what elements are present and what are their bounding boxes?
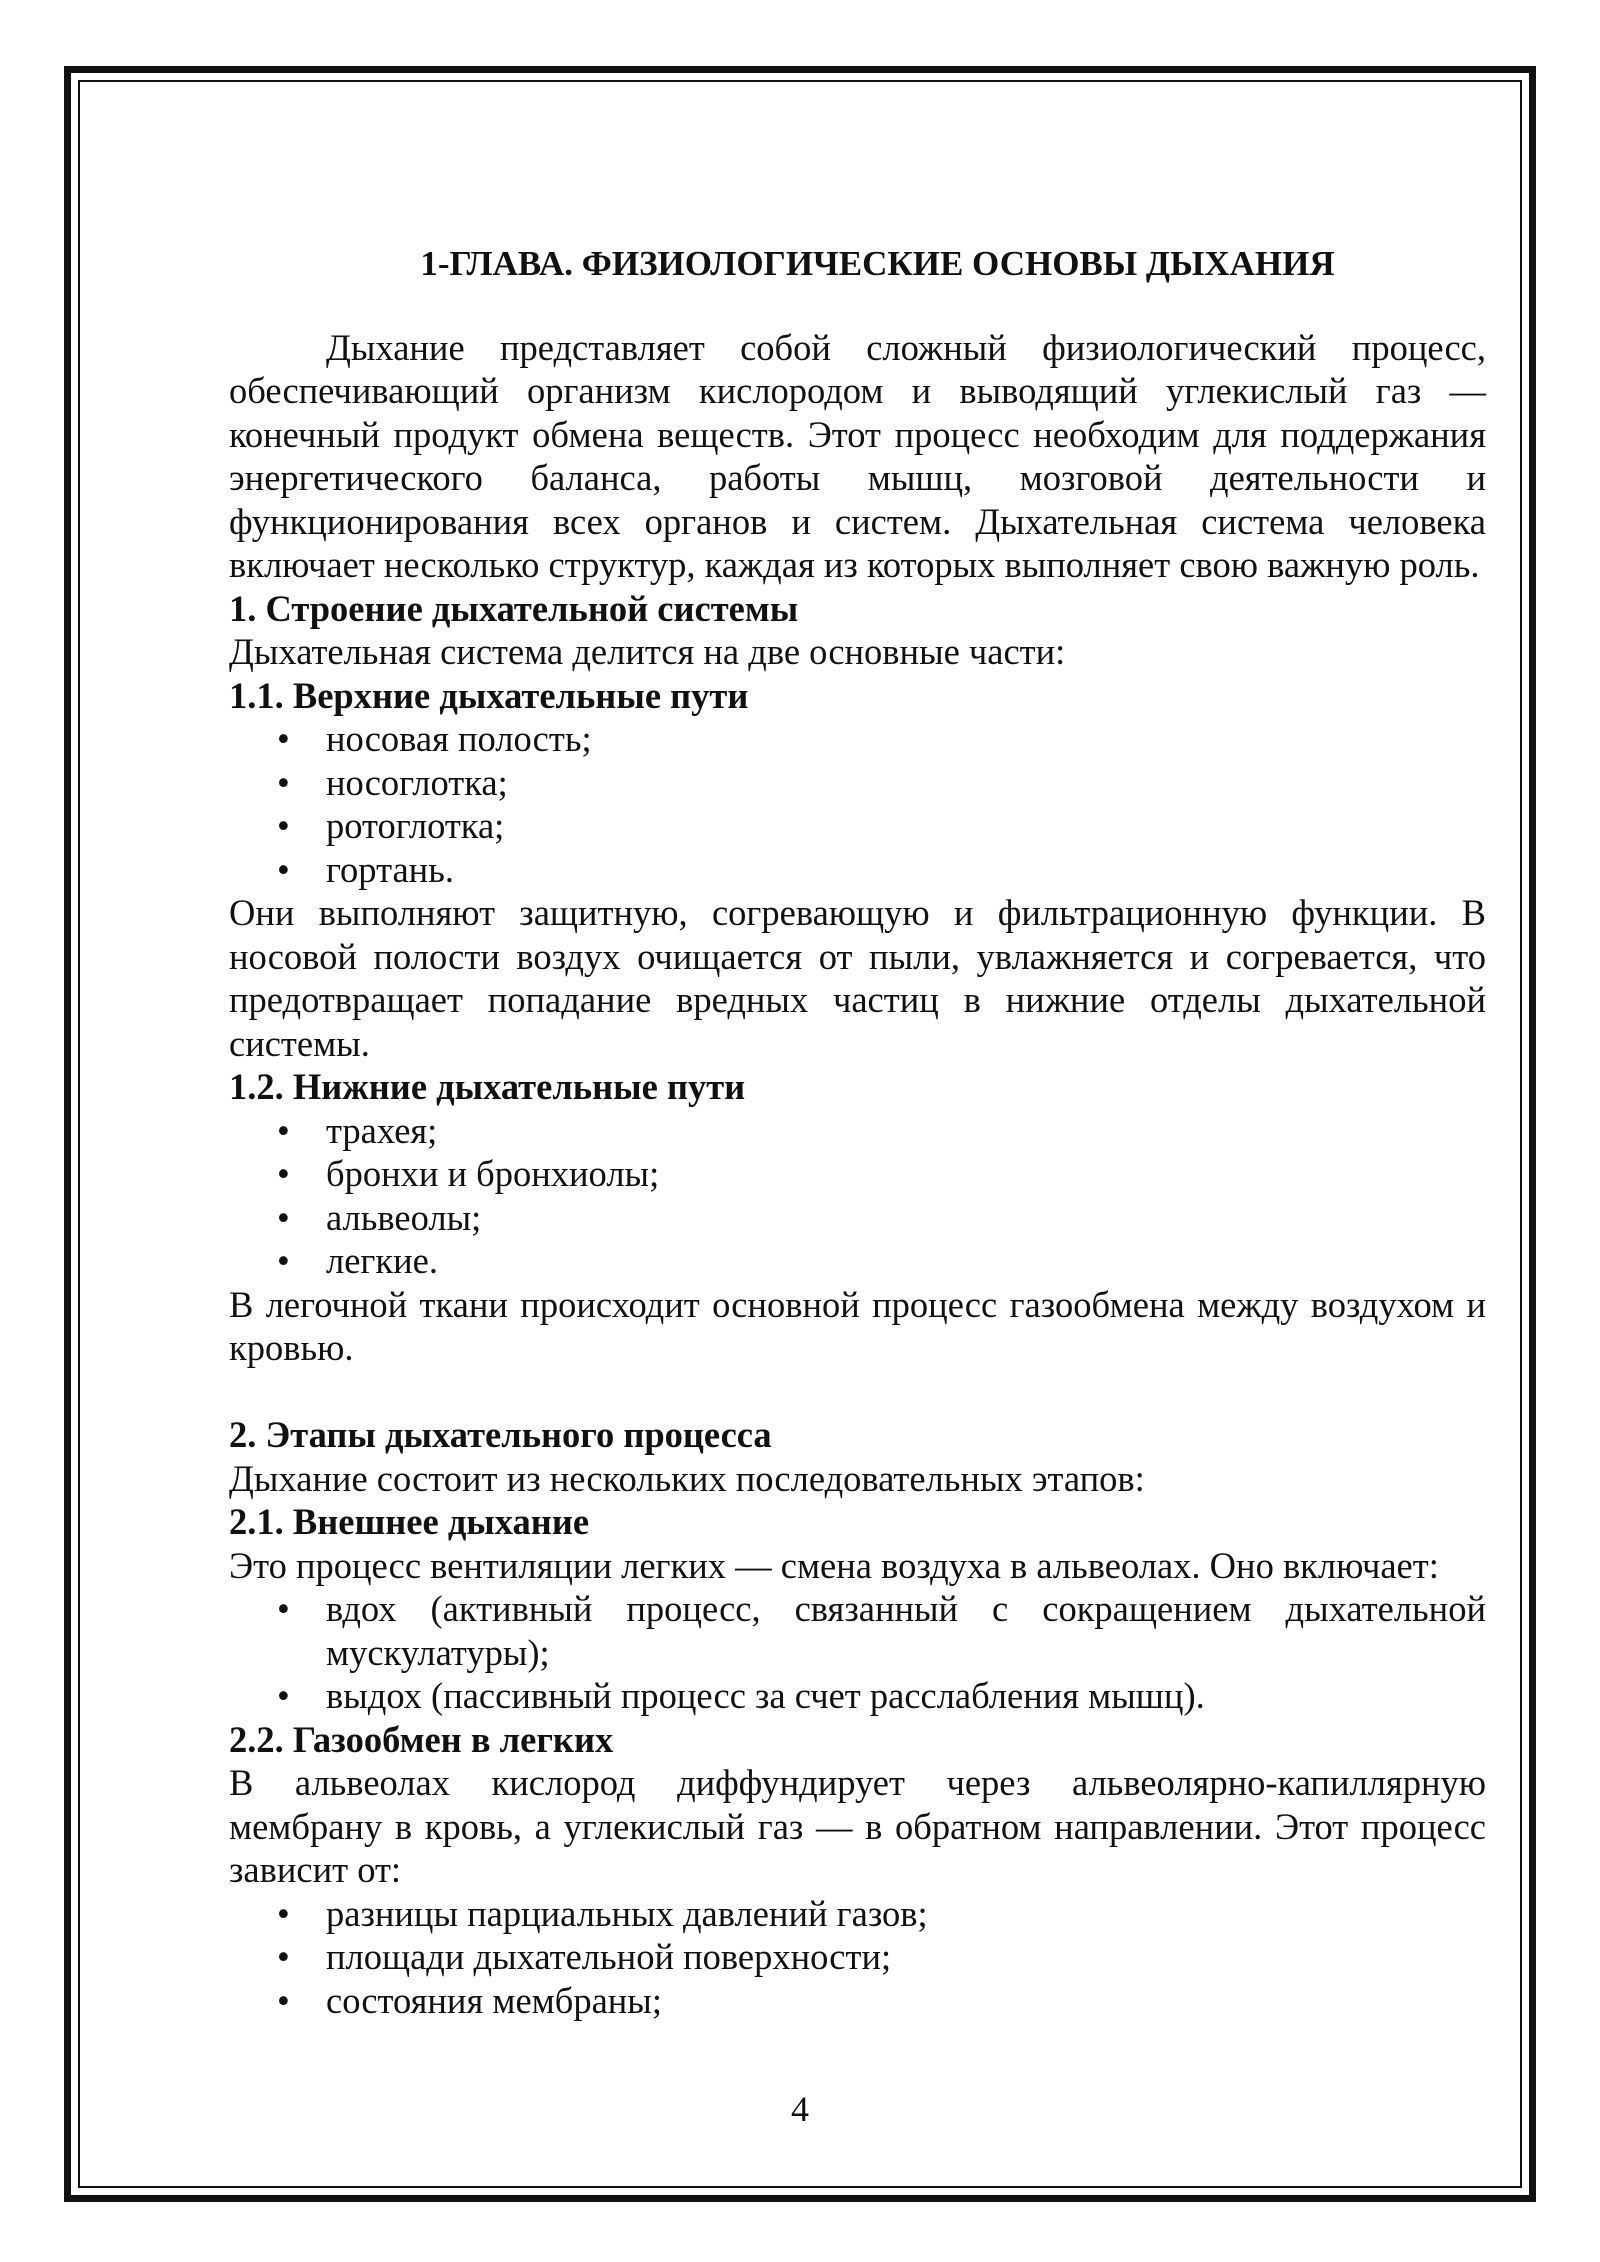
page-number: 4: [791, 2089, 809, 2129]
bullet-icon: •: [277, 761, 290, 803]
chapter-title: 1-ГЛАВА. ФИЗИОЛОГИЧЕСКИЕ ОСНОВЫ ДЫХАНИЯ: [420, 244, 1335, 283]
section-2-1-text: Это процесс вентиляции легких — смена воздуха в альвеолах. Оно включает:: [229, 1544, 1439, 1586]
section-1-1-text: Они выполняют защитную, согревающую и фильтрационную функции. В носовой полости воздух очищается от пыли, увлажняется и согревается, что предотвращает попадание вредных частиц в нижние отделы дыхательной системы.: [229, 892, 1486, 1064]
list-item: • легкие.: [277, 1240, 438, 1281]
list-item: • гортань.: [277, 848, 454, 890]
bullet-icon: •: [277, 1675, 290, 1716]
list-item: • трахея;: [277, 1109, 438, 1151]
list-item: • носовая полость;: [277, 718, 592, 759]
paragraph-gap: [229, 1370, 1486, 1414]
section-1-2-text: В легочной ткани происходит основной процесс газообмена между воздухом и кровью.: [229, 1283, 1486, 1368]
upper-airways-list: [229, 717, 1486, 891]
section-2-text: Дыхание состоит из нескольких последовательных этапов:: [229, 1457, 1145, 1499]
bullet-icon: •: [277, 1153, 290, 1194]
intro-paragraph: Дыхание представляет собой сложный физиологический процесс, обеспечивающий организм кислородом и выводящий углекислый газ — конечный продукт обмена веществ. Этот процесс необходим для поддержания энергетического баланса, работы мышц, мозговой деятельности и функционирования всех органов и систем. Дыхательная система человека включает несколько структур, каждая из которых выполняет свою важную роль.: [229, 326, 1486, 585]
section-1-2-heading: 1.2. Нижние дыхательные пути: [229, 1066, 746, 1107]
section-2-heading: 2. Этапы дыхательного процесса: [229, 1414, 772, 1455]
bullet-icon: •: [277, 1936, 290, 1977]
bullet-icon: •: [277, 718, 290, 759]
document-body: [229, 242, 1486, 2022]
external-breathing-list: [229, 1587, 1486, 1718]
section-1-heading: 1. Строение дыхательной системы: [229, 587, 799, 629]
list-item: • носоглотка;: [277, 761, 508, 803]
bullet-icon: •: [277, 1892, 290, 1934]
lower-airways-list: [229, 1109, 1486, 1283]
list-item: • вдох (активный процесс, связанный с сокращением дыхательной мускулатуры);: [277, 1588, 1486, 1673]
list-item: • альвеолы;: [277, 1196, 482, 1238]
section-2-2-heading: 2.2. Газообмен в легких: [229, 1718, 614, 1760]
bullet-icon: •: [277, 1979, 290, 2021]
section-2-2-text: В альвеолах кислород диффундирует через альвеолярно-капиллярную мембрану в кровь, а углекислый газ — в обратном направлении. Этот процесс зависит от:: [229, 1762, 1486, 1890]
list-item: • площади дыхательной поверхности;: [277, 1936, 892, 1977]
list-item: • ротоглотка;: [277, 805, 505, 846]
section-1-1-heading: 1.1. Верхние дыхательные пути: [229, 674, 749, 716]
bullet-icon: •: [277, 805, 290, 846]
gas-exchange-factors-list: [229, 1892, 1486, 2023]
bullet-icon: •: [277, 1240, 290, 1281]
section-2-1-heading: 2.1. Внешнее дыхание: [229, 1501, 590, 1542]
bullet-icon: •: [277, 1109, 290, 1151]
list-item: • выдох (пассивный процесс за счет расслабления мышц).: [277, 1675, 1205, 1716]
section-1-text: Дыхательная система делится на две основные части:: [229, 631, 1066, 672]
bullet-icon: •: [277, 1196, 290, 1238]
list-item: • разницы парциальных давлений газов;: [277, 1892, 928, 1934]
list-item: • состояния мембраны;: [277, 1979, 662, 2021]
list-item: • бронхи и бронхиолы;: [277, 1153, 660, 1194]
bullet-icon: •: [277, 848, 290, 890]
bullet-icon: •: [277, 1588, 290, 1629]
